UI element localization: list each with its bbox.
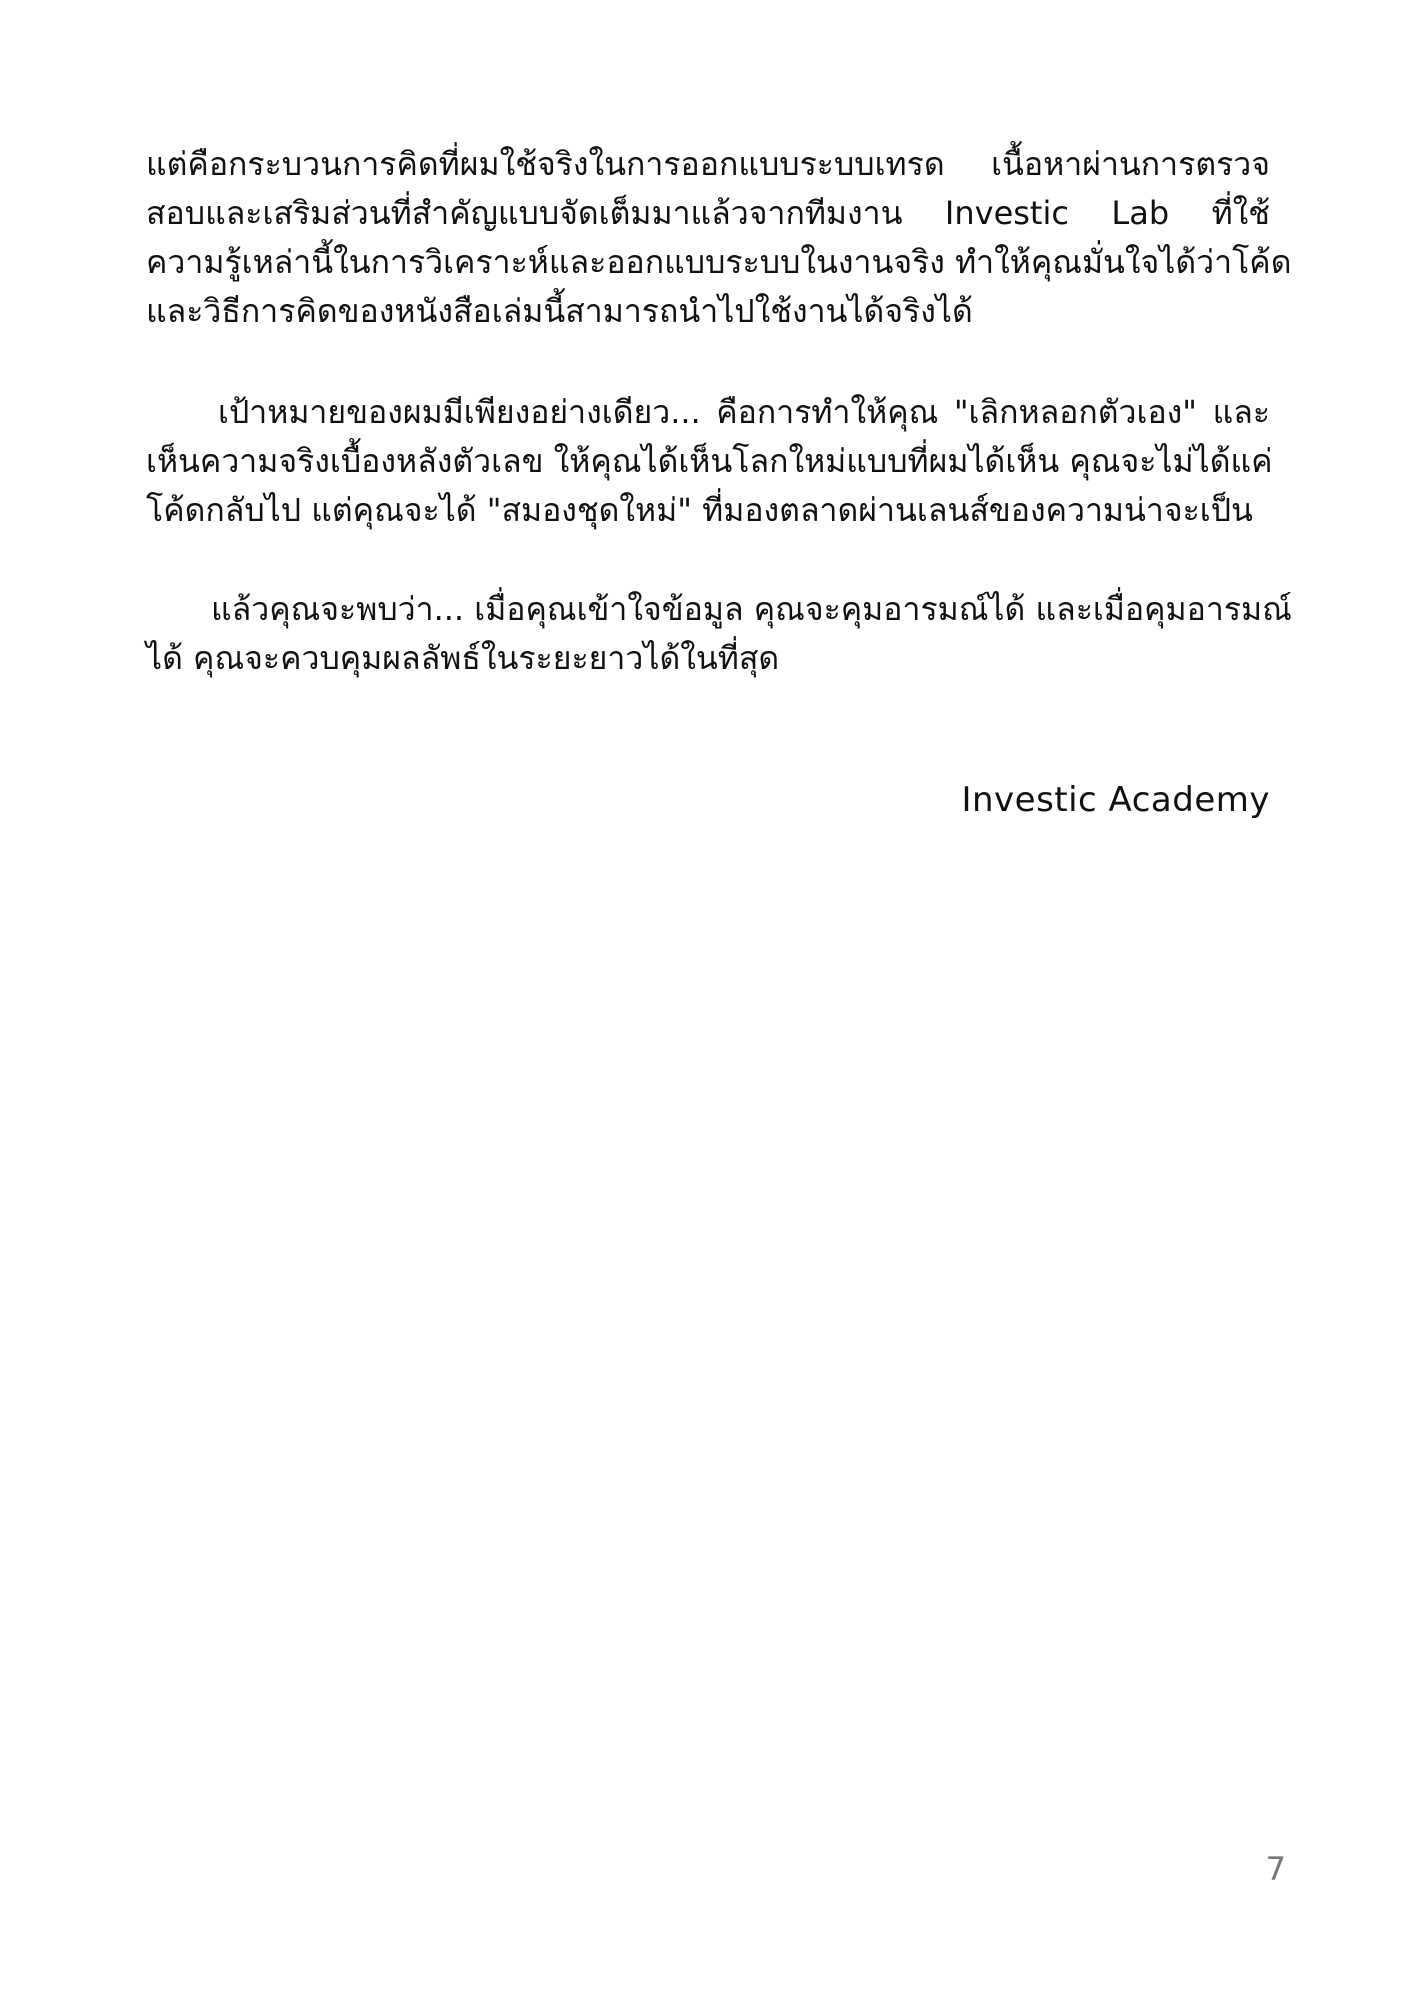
signature: Investic Academy [961, 780, 1270, 820]
page-number: 7 [1265, 1850, 1286, 1888]
paragraph-spacer [146, 336, 1270, 388]
paragraph [146, 585, 1292, 683]
text-line: ได้ คุณจะควบคุมผลลัพธ์ในระยะยาวได้ในที่สุด [146, 639, 780, 677]
paragraph [146, 140, 1292, 336]
text-line: แล้วคุณจะพบว่า... เมื่อคุณเข้าใจข้อมูล คุณจะคุมอารมณ์ได้ และเมื่อคุมอารมณ์ [211, 590, 1292, 628]
text-line: เป้าหมายของผมมีเพียงอย่างเดียว... คือการทำให้คุณ "เลิกหลอกตัวเอง" และ [218, 393, 1270, 431]
paragraph [146, 388, 1273, 535]
text-line: และวิธีการคิดของหนังสือเล่มนี้สามารถนำไปใช้งานได้จริงได้ [146, 292, 973, 330]
text-line: สอบและเสริมส่วนที่สำคัญแบบจัดเต็มมาแล้วจากทีมงาน Investic Lab ที่ใช้ [146, 194, 1270, 232]
text-line: เห็นความจริงเบื้องหลังตัวเลข ให้คุณได้เห็นโลกใหม่แบบที่ผมได้เห็น คุณจะไม่ได้แค่ [146, 442, 1273, 480]
body-text [146, 140, 1292, 683]
text-line: ความรู้เหล่านี้ในการวิเคราะห์และออกแบบระบบในงานจริง ทำให้คุณมั่นใจได้ว่าโค้ด [146, 243, 1292, 281]
text-line: โค้ดกลับไป แต่คุณจะได้ "สมองชุดใหม่" ที่มองตลาดผ่านเลนส์ของความน่าจะเป็น [146, 491, 1253, 529]
paragraph-spacer [146, 535, 1270, 585]
text-line: แต่คือกระบวนการคิดที่ผมใช้จริงในการออกแบบระบบเทรด เนื้อหาผ่านการตรวจ [146, 145, 1270, 183]
